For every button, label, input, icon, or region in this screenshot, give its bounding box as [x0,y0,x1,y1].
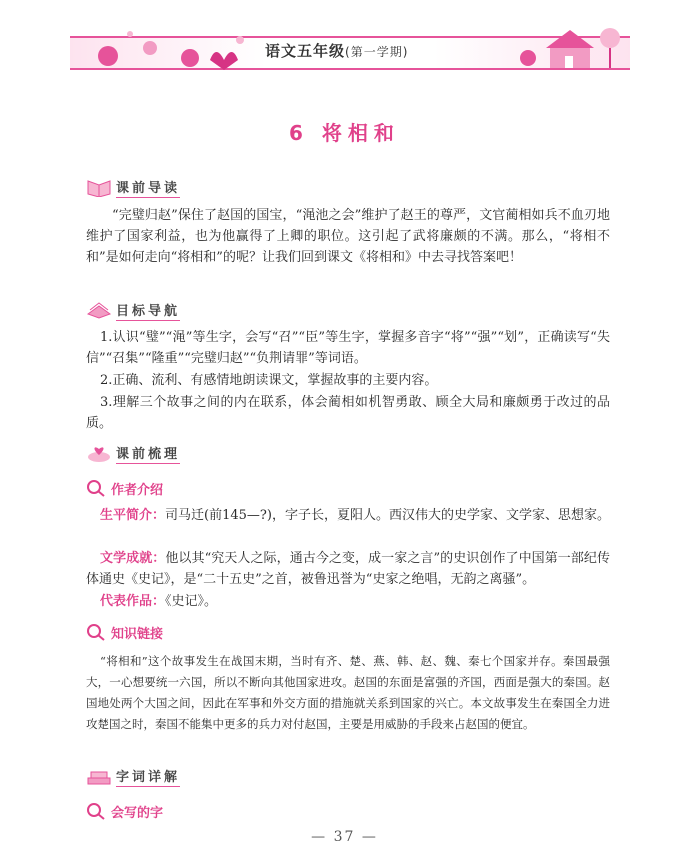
author-achievement: 文学成就：他以其“究天人之际，通古今之变，成一家之言”的史识创作了中国第一部纪传体通史《史记》，是“二十五史”之首，被鲁迅誉为“史家之绝唱，无韵之离骚”。 [86,551,610,587]
heart-icon [86,443,112,463]
magnifier-icon [86,479,106,497]
section-goals-heading: 目标导航 [86,298,180,322]
section-words-heading: 字词详解 [86,764,180,788]
section-review-heading: 课前梳理 [86,441,180,465]
book-icon [86,300,112,320]
header-title: 语文五年级(第一学期) [265,42,409,60]
knowledge-heading: 知识链接 [86,621,163,643]
house-icon [510,18,630,78]
author-heading: 作者介绍 [86,477,163,499]
pen-icon [86,766,112,786]
author-works: 代表作品：《史记》。 [100,594,218,609]
knowledge-paragraph: “将相和”这个故事发生在战国末期，当时有齐、楚、燕、韩、赵、魏、秦七个国家并存。秦国最强大，一心想要统一六国，所以不断向其他国家进攻。赵国的东面是富强的齐国，西面是强大的秦国。赵国地处两个大国之间，因此在军事和外交方面的措施就关系到国家的兴亡。本文故事发生在秦国全力进攻楚国之时，秦国不能集中更多的兵力对付赵国，主要是用威胁的手段来占赵国的便宜。 [86,654,610,731]
magnifier-icon [86,802,106,820]
book-icon [86,177,112,197]
page-header [70,18,630,78]
cat-balloon-icon [90,18,260,78]
words-sub-heading: 会写的字 [86,800,163,822]
goal-item: 1.认识“璧”“渑”等生字，会写“召”“臣”等生字，掌握多音字“将”“强”“划”，正确读写“失信”“召集”“隆重”“完璧归赵”“负荆请罪”等词语。 [86,330,610,366]
goal-item: 3.理解三个故事之间的内在联系，体会蔺相如机智勇敢、顾全大局和廉颇勇于改过的品质。 [86,395,610,431]
magnifier-icon [86,623,106,641]
goal-item: 2.正确、流利、有感情地朗读课文，掌握故事的主要内容。 [100,373,438,388]
section-preview-heading: 课前导读 [86,175,180,199]
page-number: — 37 — [311,829,378,845]
author-bio: 生平简介：司马迁(前145—?)，字子长，夏阳人。西汉伟大的史学家、文学家、思想家。 [100,508,610,523]
lesson-title: 6 将相和 [289,121,400,145]
preview-paragraph: “完璧归赵”保住了赵国的国宝，“渑池之会”维护了赵王的尊严，文官蔺相如兵不血刃地维护了国家利益，也为他赢得了上卿的职位。这引起了武将廉颇的不满。那么，“将相不和”是如何走向“将相和”的呢？让我们回到课文《将相和》中去寻找答案吧！ [86,208,610,265]
